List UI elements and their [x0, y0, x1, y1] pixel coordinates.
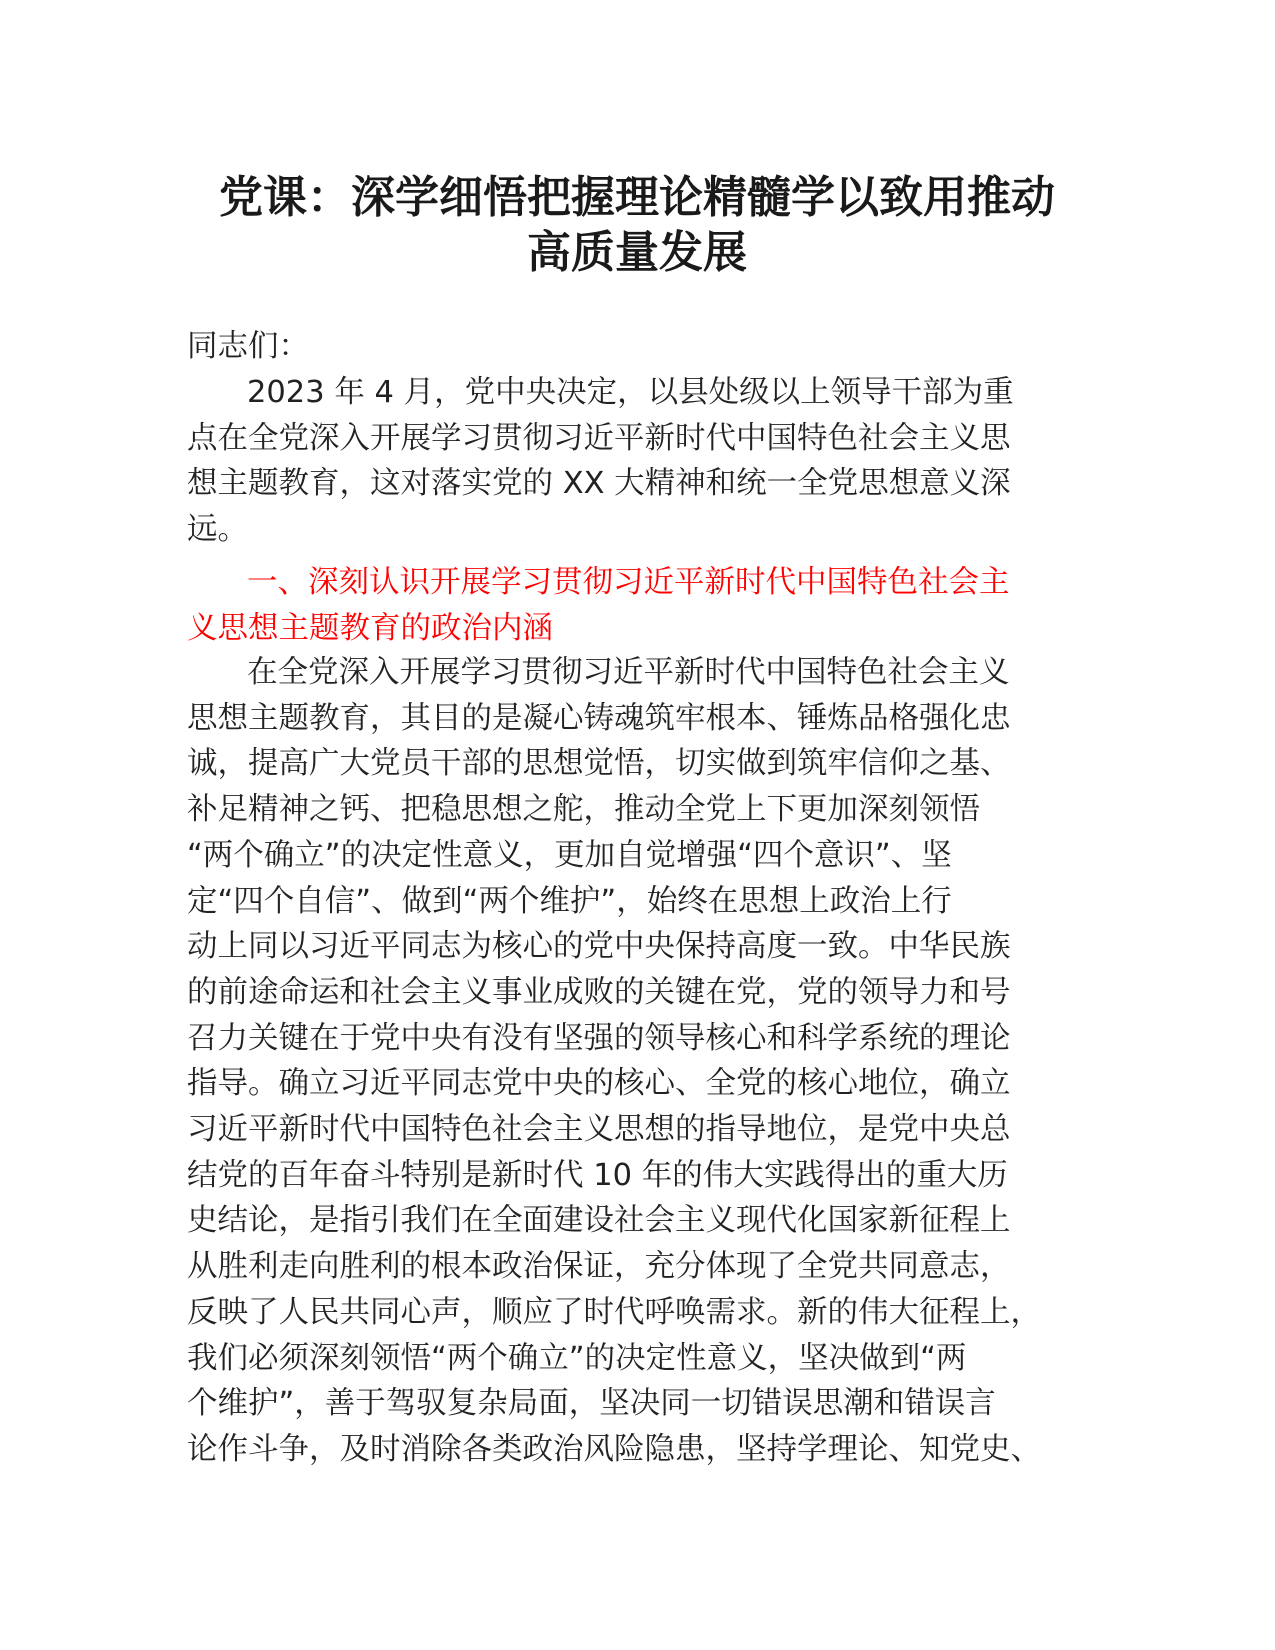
paragraph-line: 想主题教育，这对落实党的 XX 大精神和统一全党思想意义深: [187, 466, 1011, 502]
paragraph-line: 结党的百年奋斗特别是新时代 10 年的伟大实践得出的重大历: [187, 1157, 1008, 1193]
paragraph-line: 在全党深入开展学习贯彻习近平新时代中国特色社会主义: [247, 655, 1010, 690]
paragraph-intro: [187, 370, 1087, 553]
document-title: [167, 170, 1107, 280]
greeting-text: 同志们：: [187, 329, 309, 364]
paragraph-line: 点在全党深入开展学习贯彻习近平新时代中国特色社会主义思: [187, 420, 1011, 456]
heading-line: 一、深刻认识开展学习贯彻习近平新时代中国特色社会主: [247, 565, 1010, 600]
paragraph-line: 定“四个自信”、做到“两个维护”，始终在思想上政治上行: [187, 883, 952, 919]
paragraph-line: “两个确立”的决定性意义，更加自觉增强“四个意识”、坚: [187, 837, 952, 873]
paragraph-line: 远。: [187, 512, 248, 548]
paragraph-section-1: [187, 650, 1087, 1473]
paragraph-line: 动上同以习近平同志为核心的党中央保持高度一致。中华民族: [187, 929, 1011, 965]
paragraph-line: 论作斗争，及时消除各类政治风险隐患，坚持学理论、知党史、: [187, 1431, 1041, 1467]
paragraph-line: 的前途命运和社会主义事业成败的关键在党，党的领导力和号: [187, 974, 1011, 1010]
paragraph-line: 补足精神之钙、把稳思想之舵，推动全党上下更加深刻领悟: [187, 792, 980, 828]
paragraph-line: 习近平新时代中国特色社会主义思想的指导地位，是党中央总: [187, 1112, 1011, 1148]
section-heading-1: [187, 560, 1087, 651]
paragraph-line: 思想主题教育，其目的是凝心铸魂筑牢根本、锤炼品格强化忠: [187, 700, 1011, 736]
paragraph-line: 召力关键在于党中央有没有坚强的领导核心和科学系统的理论: [187, 1020, 1011, 1056]
title-line: 高质量发展: [527, 227, 747, 278]
paragraph-line: 诚，提高广大党员干部的思想觉悟，切实做到筑牢信仰之基、: [187, 746, 1011, 782]
paragraph-line: 从胜利走向胜利的根本政治保证，充分体现了全党共同意志，: [187, 1249, 1011, 1285]
document-page: [187, 0, 1087, 1650]
paragraph-line: 史结论，是指引我们在全面建设社会主义现代化国家新征程上: [187, 1203, 1011, 1239]
paragraph-line: 我们必须深刻领悟“两个确立”的决定性意义，坚决做到“两: [187, 1340, 967, 1376]
paragraph-line: 2023 年 4 月，党中央决定，以县处级以上领导干部为重: [247, 375, 1014, 410]
greeting: [187, 324, 1087, 370]
paragraph-line: 指导。确立习近平同志党中央的核心、全党的核心地位，确立: [187, 1066, 1011, 1102]
heading-line: 义思想主题教育的政治内涵: [187, 610, 553, 646]
paragraph-line: 个维护”，善于驾驭复杂局面，坚决同一切错误思潮和错误言: [187, 1386, 996, 1422]
paragraph-line: 反映了人民共同心声，顺应了时代呼唤需求。新的伟大征程上，: [187, 1294, 1041, 1330]
title-line: 党课：深学细悟把握理论精髓学以致用推动: [219, 172, 1055, 223]
